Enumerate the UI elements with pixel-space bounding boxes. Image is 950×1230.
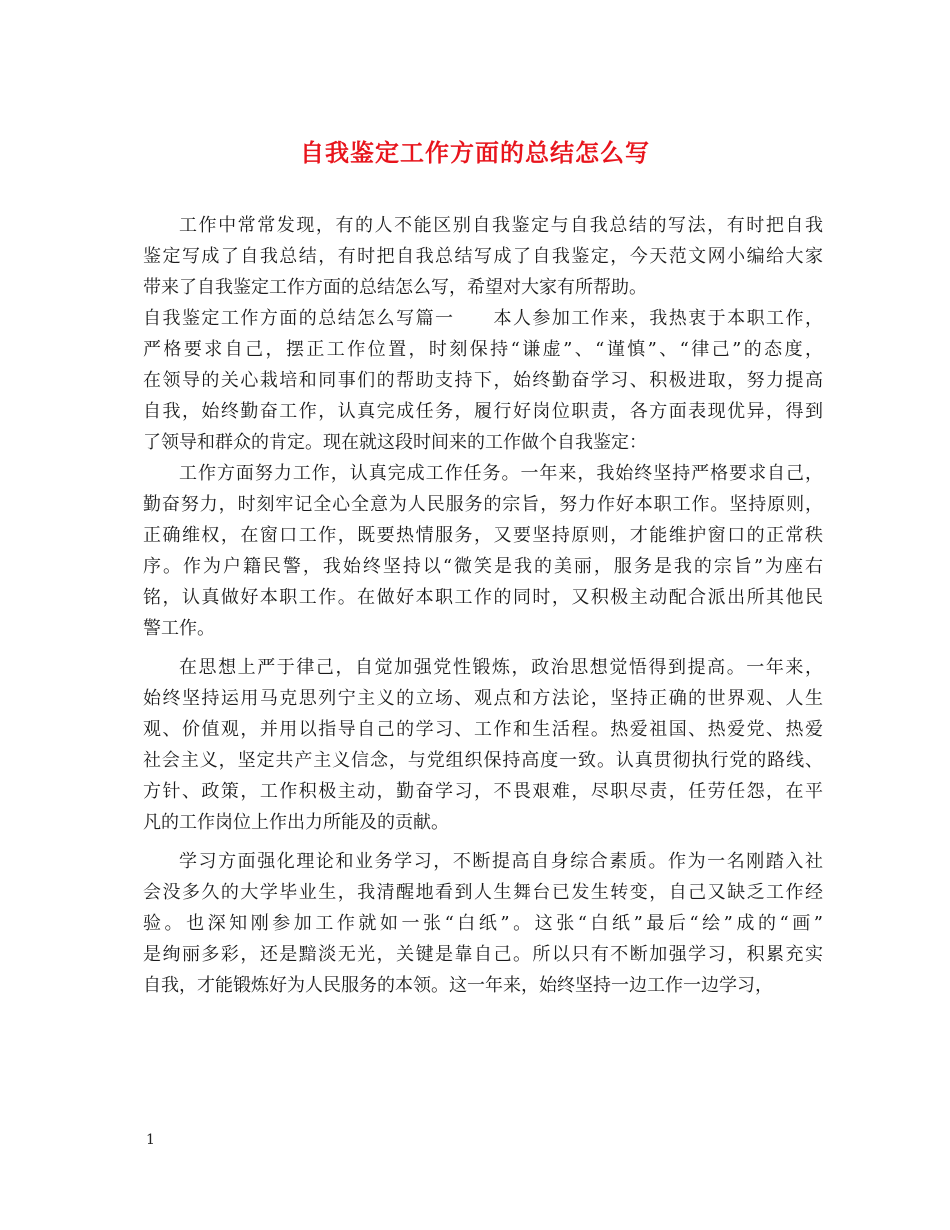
- paragraph-line: 序。作为户籍民警，我始终坚持以“微笑是我的美丽，服务是我的宗旨”为座右: [143, 556, 823, 577]
- paragraph-line: 凡的工作岗位上作出力所能及的贡献。: [143, 812, 449, 833]
- paragraph-gap: [143, 838, 823, 846]
- paragraph-line: 鉴定写成了自我总结，有时把自我总结写成了自我鉴定，今天范文网小编给大家: [143, 246, 823, 267]
- paragraph-line: 在领导的关心栽培和同事们的帮助支持下，始终勤奋学习、积极进取，努力提高: [143, 370, 823, 391]
- paragraph-line: 验。也深知刚参加工作就如一张“白纸”。这张“白纸”最后“绘”成的“画”: [143, 913, 823, 934]
- paragraph-line: 正确维权，在窗口工作，既要热情服务，又要坚持原则，才能维护窗口的正常秩: [143, 525, 823, 546]
- paragraph-line: 带来了自我鉴定工作方面的总结怎么写，希望对大家有所帮助。: [143, 277, 647, 298]
- paragraph-line: 警工作。: [143, 618, 215, 639]
- paragraph-line: 工作方面努力工作，认真完成工作任务。一年来，我始终坚持严格要求自己，: [179, 463, 823, 484]
- paragraph: [143, 458, 823, 644]
- paragraph-line: 会没多久的大学毕业生，我清醒地看到人生舞台已发生转变，自己又缺乏工作经: [143, 882, 823, 903]
- paragraph: [143, 303, 823, 458]
- paragraph-line: 始终坚持运用马克思列宁主义的立场、观点和方法论，坚持正确的世界观、人生: [143, 688, 823, 709]
- paragraph-line: 是绚丽多彩，还是黯淡无光，关键是靠自己。所以只有不断加强学习，积累充实: [143, 944, 823, 965]
- paragraph-line: 勤奋努力，时刻牢记全心全意为人民服务的宗旨，努力作好本职工作。坚持原则，: [143, 494, 823, 515]
- paragraph-line: 自我鉴定工作方面的总结怎么写篇一 本人参加工作来，我热衷于本职工作，: [143, 308, 823, 329]
- paragraph-line: 了领导和群众的肯定。现在就这段时间来的工作做个自我鉴定：: [143, 432, 647, 453]
- paragraph-line: 自我，始终勤奋工作，认真完成任务，履行好岗位职责，各方面表现优异，得到: [143, 401, 823, 422]
- paragraph-line: 社会主义，坚定共产主义信念，与党组织保持高度一致。认真贯彻执行党的路线、: [143, 750, 823, 771]
- paragraph-gap: [143, 644, 823, 652]
- paragraph: [143, 210, 823, 303]
- paragraph-line: 学习方面强化理论和业务学习，不断提高自身综合素质。作为一名刚踏入社: [179, 851, 823, 872]
- paragraph-line: 观、价值观，并用以指导自己的学习、工作和生活程。热爱祖国、热爱党、热爱: [143, 719, 823, 740]
- paragraph-line: 铭，认真做好本职工作。在做好本职工作的同时，又积极主动配合派出所其他民: [143, 587, 823, 608]
- document-title: 自我鉴定工作方面的总结怎么写: [300, 138, 650, 167]
- paragraph-line: 严格要求自己，摆正工作位置，时刻保持“谦虚”、“谨慎”、“律己”的态度，: [143, 339, 823, 360]
- paragraph-line: 工作中常常发现，有的人不能区别自我鉴定与自我总结的写法，有时把自我: [179, 215, 823, 236]
- paragraph-line: 在思想上严于律己，自觉加强党性锻炼，政治思想觉悟得到提高。一年来，: [179, 657, 823, 678]
- paragraph: [143, 846, 823, 1001]
- document-body: [143, 210, 823, 1001]
- paragraph-line: 方针、政策，工作积极主动，勤奋学习，不畏艰难，尽职尽责，任劳任怨，在平: [143, 781, 823, 802]
- paragraph-line: 自我，才能锻炼好为人民服务的本领。这一年来，始终坚持一边工作一边学习，: [143, 975, 773, 996]
- page-number: 1: [146, 1132, 155, 1148]
- paragraph: [143, 652, 823, 838]
